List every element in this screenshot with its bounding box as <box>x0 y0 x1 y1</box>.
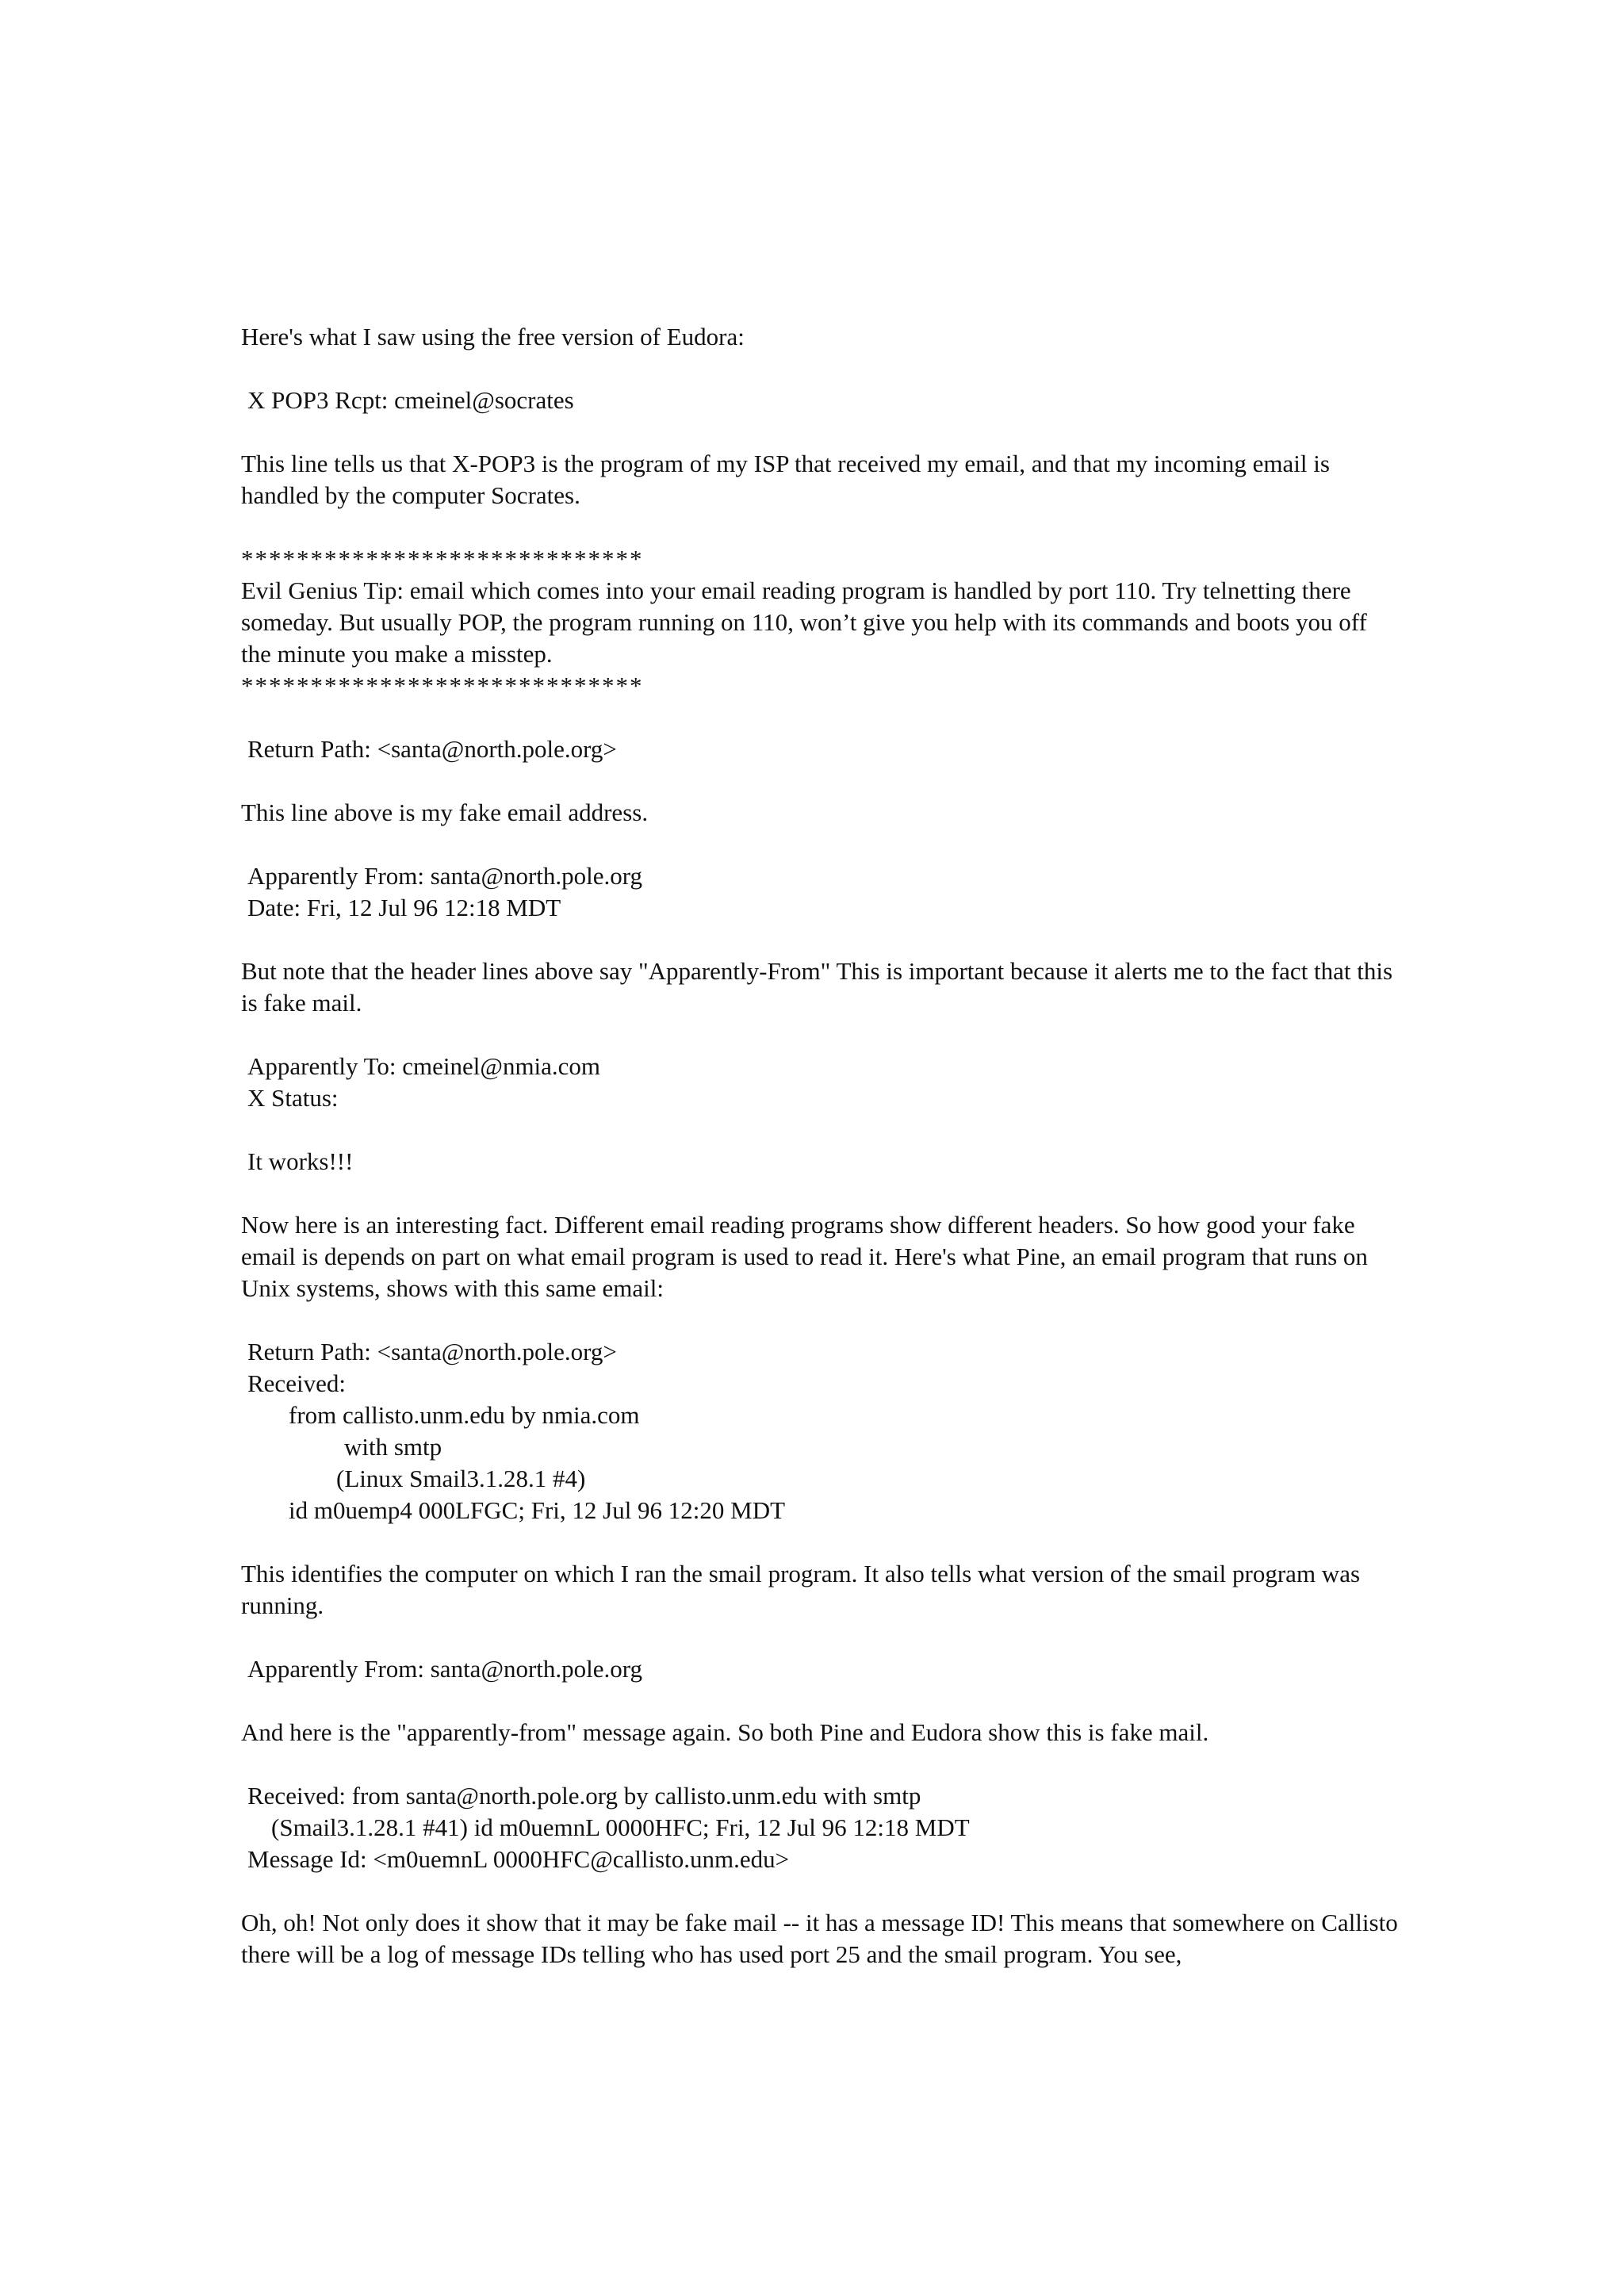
pine-header-apparently-from: Apparently From: santa@north.pole.org <box>247 1655 643 1683</box>
message-body-text: It works!!! <box>247 1147 354 1175</box>
again-paragraph: And here is the "apparently-from" message again. So both Pine and Eudora show this is fake mail. <box>241 1718 1209 1746</box>
identifies-paragraph: This identifies the computer on which I ran the smail program. It also tells what version of the smail program was running. <box>241 1560 1366 1619</box>
header-apparently-from: Apparently From: santa@north.pole.org <box>247 862 643 890</box>
message-id-paragraph: Oh, oh! Not only does it show that it may be fake mail -- it has a message ID! This means that somewhere on Callisto there will be a log of message IDs telling who has used port 25 and the smail program. You see, <box>241 1909 1404 1968</box>
header-date: Date: Fri, 12 Jul 96 12:18 MDT <box>247 894 561 921</box>
header-return-path: Return Path: <santa@north.pole.org> <box>247 735 617 763</box>
pine-received-2-continuation: (Smail3.1.28.1 #41) id m0uemnL 0000HFC; Fri, 12 Jul 96 12:18 MDT <box>271 1813 970 1841</box>
headers-differ-paragraph: Now here is an interesting fact. Different email reading programs show different headers. So how good your fake email is depends on part on what email program is used to read it. Here's what Pine, an email program that runs on Unix systems, shows with this same email: <box>241 1211 1374 1302</box>
pine-header-received: Received: <box>247 1369 346 1397</box>
pop3-explanation-paragraph: This line tells us that X-POP3 is the program of my ISP that received my email, and that my incoming email is handled by the computer Socrates. <box>241 450 1336 509</box>
tip-divider-top: ***************************** <box>241 545 644 573</box>
pine-header-message-id: Message Id: <m0uemnL 0000HFC@callisto.unm.edu> <box>247 1845 790 1873</box>
intro-paragraph: Here's what I saw using the free version of Eudora: <box>241 323 745 350</box>
evil-genius-tip: Evil Genius Tip: email which comes into your email reading program is handled by port 110. Try telnetting there someday. But usually POP, the program running on 110, won’t give you help with its commands and boots you off the minute you make a misstep. <box>241 576 1373 668</box>
pine-received-linux: (Linux Smail3.1.28.1 #4) <box>336 1465 586 1492</box>
fake-address-paragraph: This line above is my fake email address. <box>241 798 649 826</box>
header-apparently-to: Apparently To: cmeinel@nmia.com <box>247 1052 601 1080</box>
document-page <box>241 321 1404 1970</box>
apparently-from-paragraph: But note that the header lines above say "Apparently-From" This is important because it alerts me to the fact that this is fake mail. <box>241 957 1399 1017</box>
pine-received-from: from callisto.unm.edu by nmia.com <box>289 1401 640 1429</box>
header-x-status: X Status: <box>247 1084 339 1112</box>
pine-header-return-path: Return Path: <santa@north.pole.org> <box>247 1338 617 1365</box>
tip-divider-bottom: ***************************** <box>241 672 644 699</box>
header-x-pop3-rcpt: X POP3 Rcpt: cmeinel@socrates <box>247 386 574 414</box>
pine-header-received-2: Received: from santa@north.pole.org by callisto.unm.edu with smtp <box>247 1782 921 1810</box>
pine-received-with: with smtp <box>344 1433 442 1461</box>
pine-received-id: id m0uemp4 000LFGC; Fri, 12 Jul 96 12:20 MDT <box>289 1496 786 1524</box>
